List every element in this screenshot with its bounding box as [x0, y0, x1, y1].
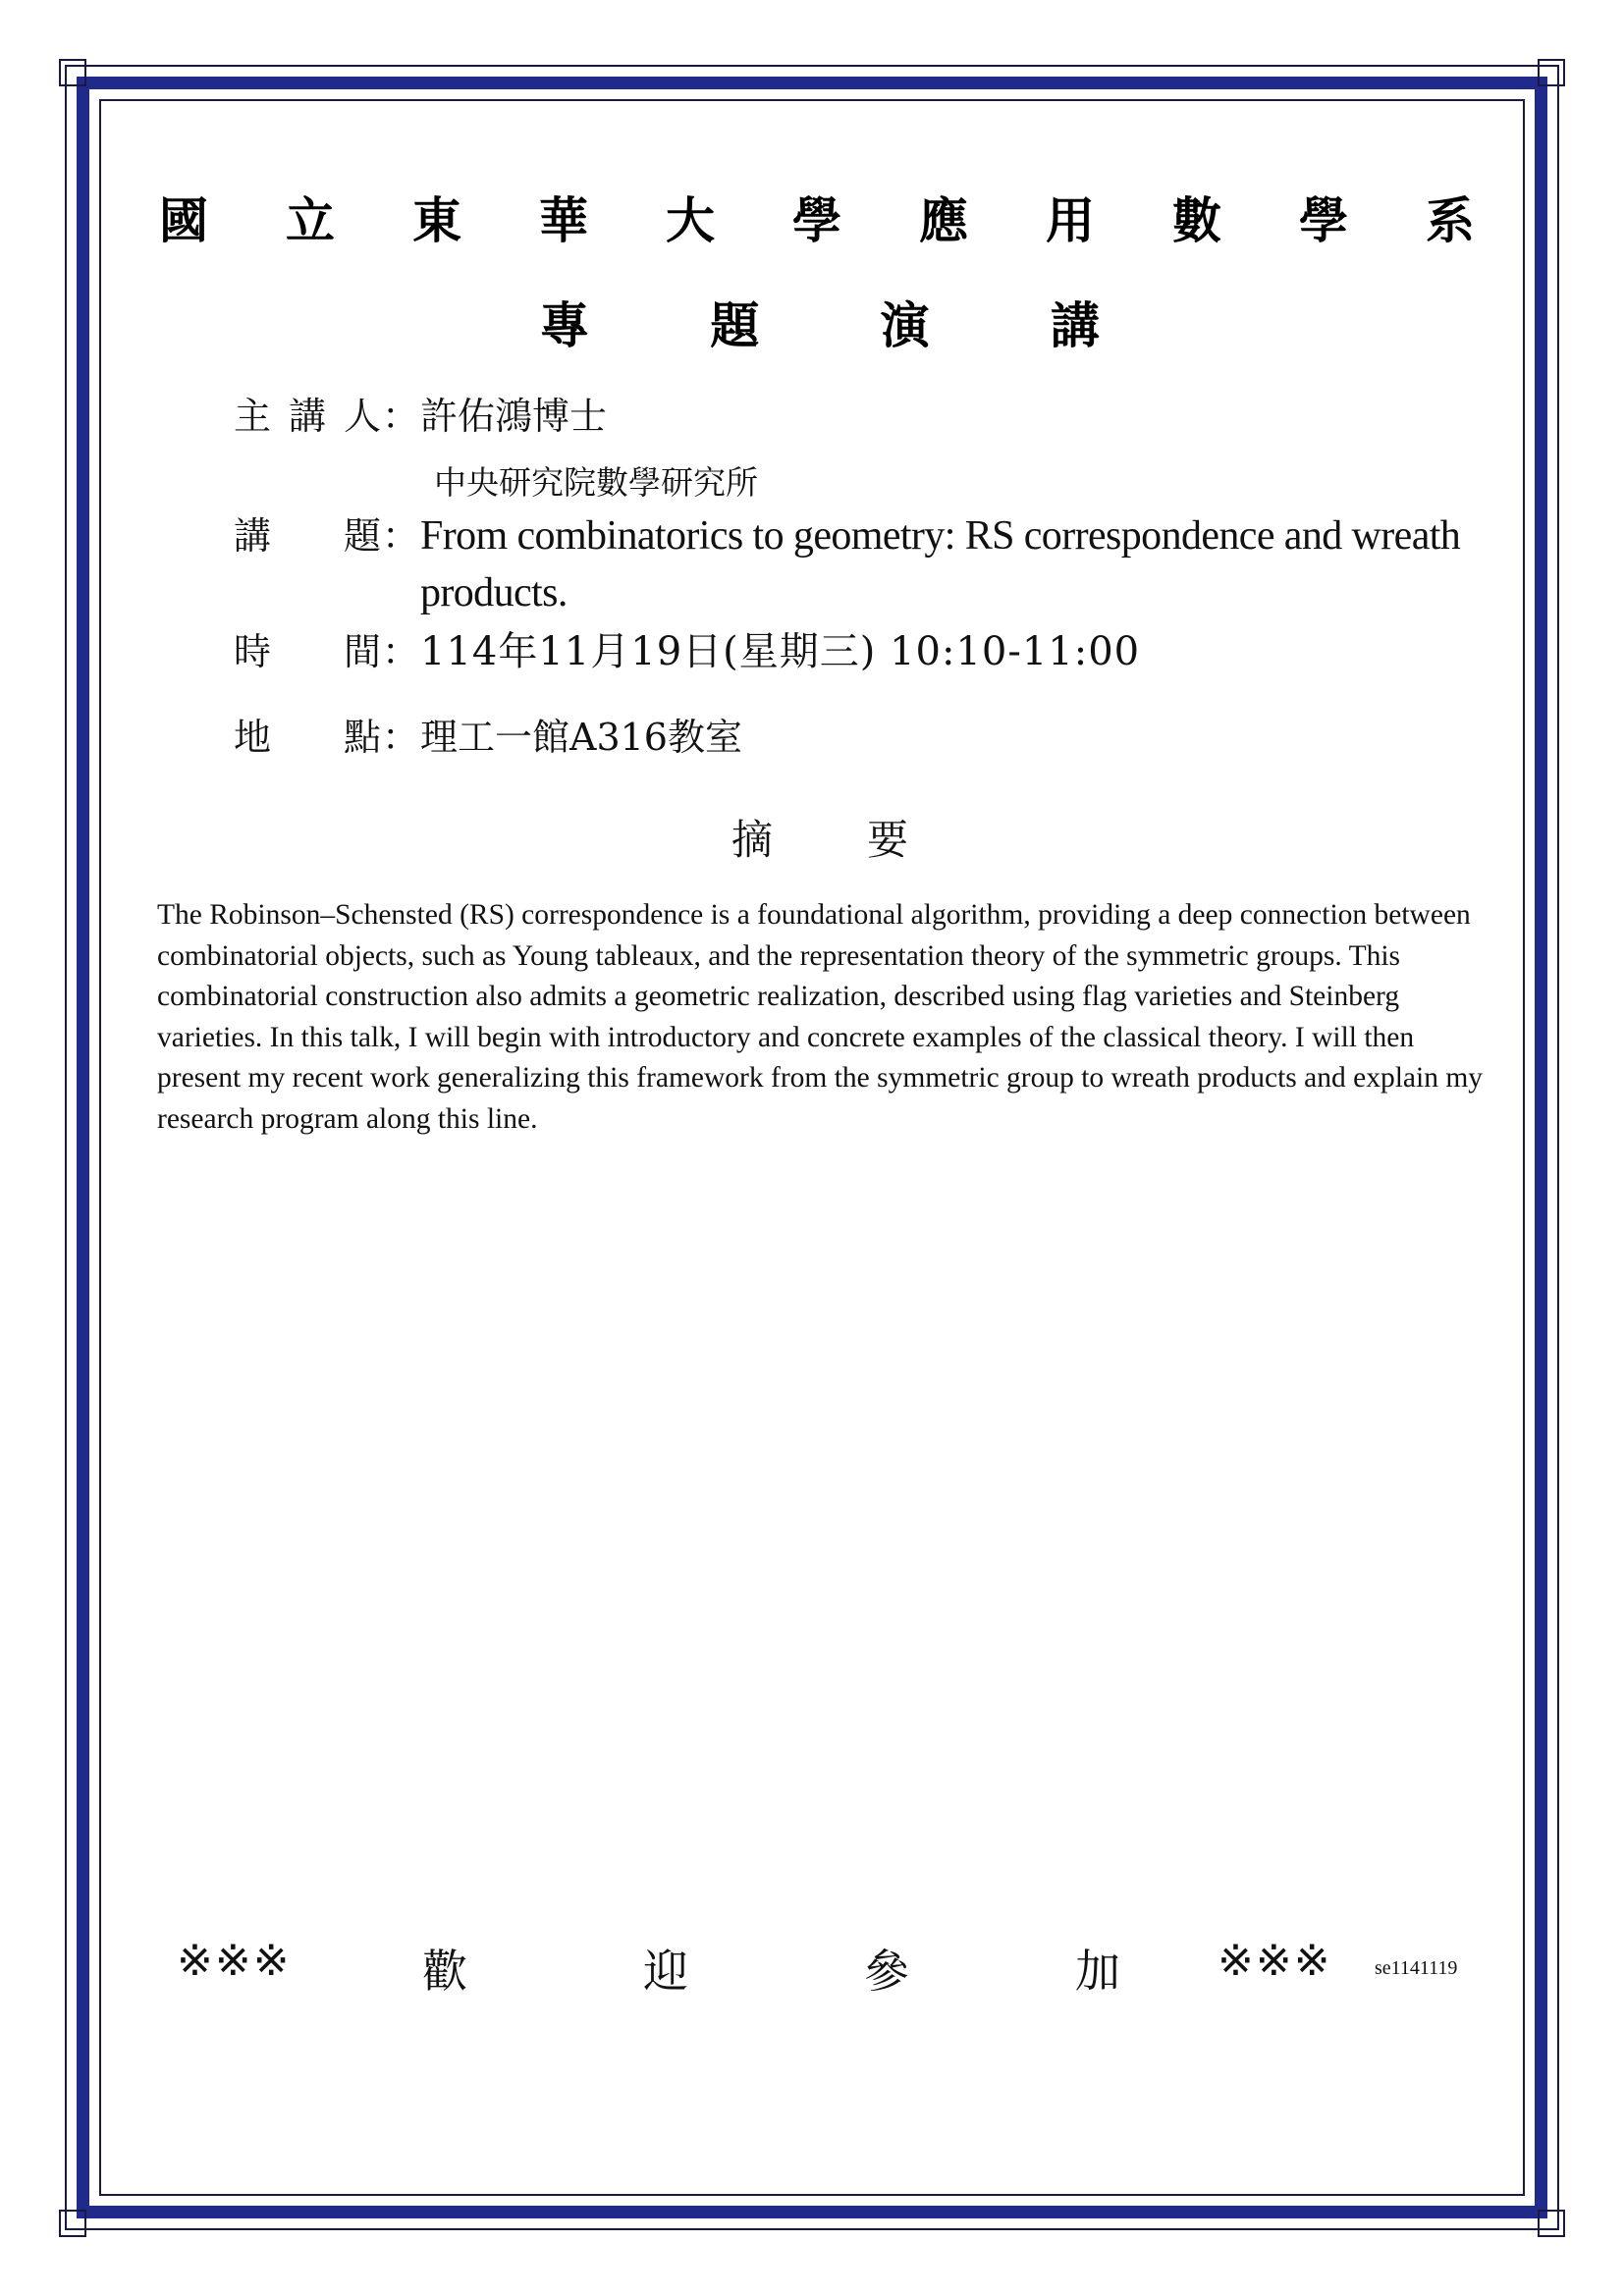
department-title-char: 用: [1046, 192, 1095, 249]
speaker-row: [234, 386, 607, 440]
topic-label: [234, 506, 381, 560]
frame-corner-ornament: [59, 2210, 86, 2237]
department-title-char: 國: [159, 192, 208, 249]
time-label-char: 間: [343, 630, 381, 673]
department-title-char: 數: [1172, 192, 1221, 249]
topic-label-char: 題: [343, 514, 381, 558]
place-label: [234, 707, 381, 761]
department-title-char: 立: [286, 192, 335, 249]
time-label-char: 時: [234, 630, 272, 673]
speaker-affiliation: 中央研究院數學研究所: [434, 463, 758, 502]
speaker-label-char: 主: [234, 395, 272, 438]
reference-marks-right: ※※※: [1218, 1936, 1332, 1986]
time-label: [234, 621, 381, 675]
speaker-label-char: 人: [343, 395, 381, 438]
frame-corner-ornament: [1538, 59, 1565, 86]
welcome-char: 迎: [643, 1945, 688, 1998]
frame-corner-ornament: [1538, 2210, 1565, 2237]
speaker-label: [234, 386, 381, 440]
speaker-label-char: 講: [288, 395, 326, 438]
department-title-char: 系: [1426, 192, 1475, 249]
document-code: se1141119: [1375, 1957, 1458, 1979]
topic-colon: ：: [381, 514, 419, 558]
topic-label-char: 講: [234, 514, 272, 558]
event-title-char: 專: [540, 297, 589, 354]
frame-corner-ornament: [59, 59, 86, 86]
department-title-char: 學: [792, 192, 841, 249]
welcome-char: 加: [1075, 1945, 1120, 1998]
talk-datetime: 114年11月19日(星期三) 10:10-11:00: [420, 629, 1141, 674]
event-title: [540, 287, 1100, 357]
event-title-char: 演: [880, 297, 930, 354]
time-colon: ：: [381, 630, 419, 673]
department-title: [159, 182, 1475, 252]
department-title-char: 華: [539, 192, 588, 249]
time-row: [234, 620, 1140, 676]
place-label-char: 地: [234, 716, 272, 759]
welcome-char: 歡: [422, 1945, 467, 1998]
department-title-char: 應: [919, 192, 968, 249]
department-title-char: 東: [412, 192, 461, 249]
talk-location: 理工一館A316教室: [420, 716, 742, 759]
reference-marks-left: ※※※: [177, 1936, 292, 1986]
abstract-body: The Robinson–Schensted (RS) correspondence is a foundational algorithm, providing a deep connection between combinatorial objects, such as Young tableaux, and the representation theory of the symmetric groups. This combinatorial construction also admits a geometric realization, described using flag varieties and Steinberg varieties. In this talk, I will begin with introductory and concrete examples of the classical theory. I will then present my recent work generalizing this framework from the symmetric group to wreath products and explain my research program along this line.: [157, 899, 1484, 1135]
talk-title: From combinatorics to geometry: RS correspondence and wreath products.: [420, 513, 1461, 615]
affiliation-row: [434, 457, 758, 504]
topic-row: [234, 506, 1461, 621]
abstract-heading-char: 摘: [731, 816, 774, 864]
welcome-char: 參: [864, 1945, 909, 1998]
abstract-heading: [731, 808, 908, 867]
speaker-colon: ：: [381, 395, 419, 438]
speaker-name: 許佑鴻博士: [420, 395, 608, 438]
place-row: [234, 707, 742, 761]
event-title-char: 講: [1050, 297, 1100, 354]
department-title-char: 學: [1299, 192, 1348, 249]
place-label-char: 點: [343, 716, 381, 759]
place-colon: ：: [381, 716, 419, 759]
abstract-heading-char: 要: [866, 816, 908, 864]
department-title-char: 大: [666, 192, 715, 249]
welcome-footer: [177, 1936, 1463, 1998]
event-title-char: 題: [710, 297, 760, 354]
